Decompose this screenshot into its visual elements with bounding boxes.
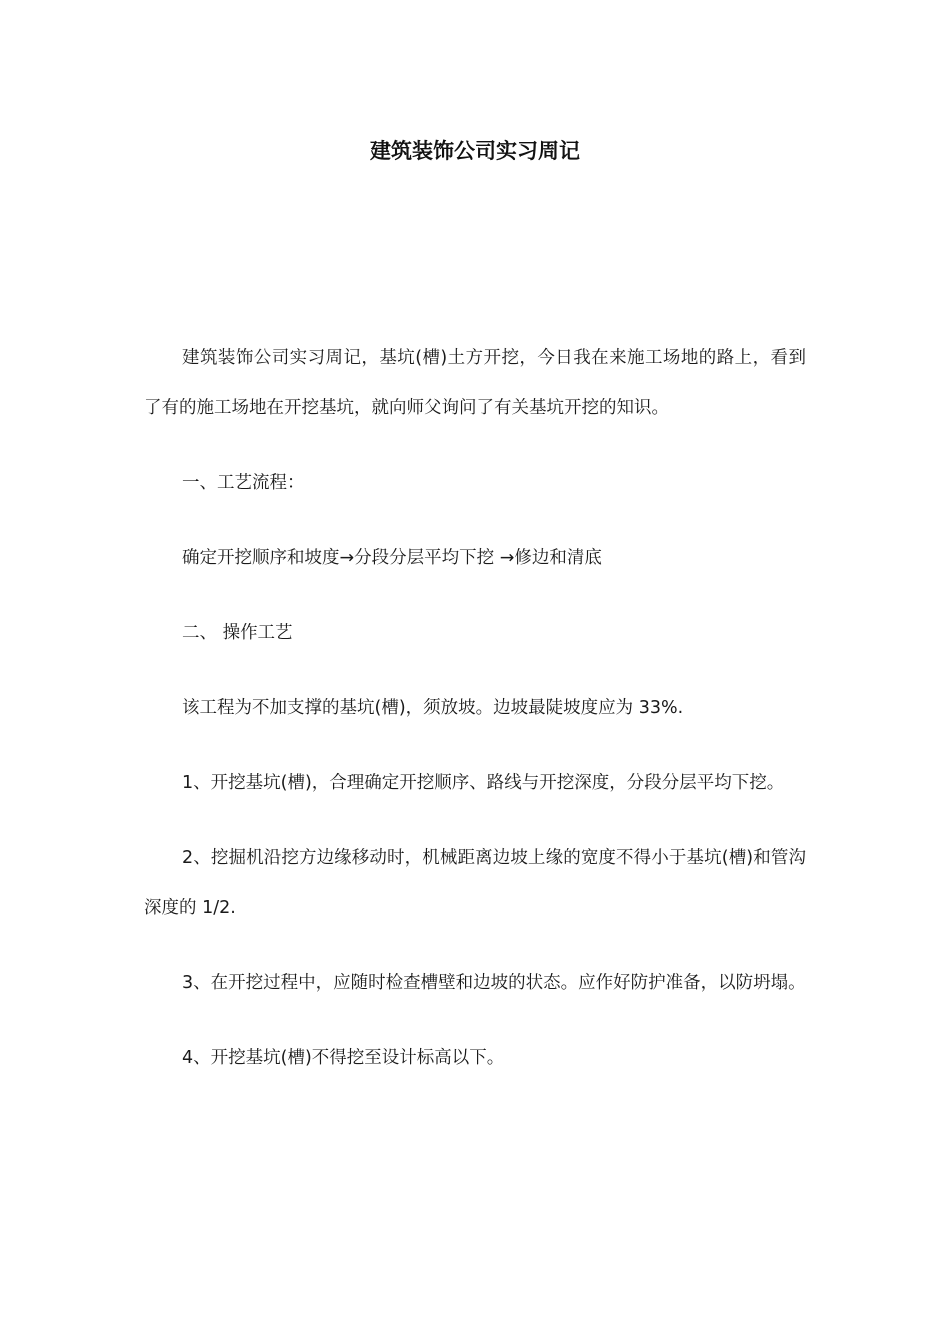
slope-paragraph: 该工程为不加支撑的基坑(槽)，须放坡。边坡最陡坡度应为 33%. <box>182 698 684 718</box>
process-flow-paragraph: 确定开挖顺序和坡度→分段分层平均下挖 →修边和清底 <box>182 548 602 568</box>
intro-paragraph: 建筑装饰公司实习周记，基坑(槽)土方开挖，今日我在来施工场地的路上，看到了有的施工场地在开挖基坑，就向师父询问了有关基坑开挖的知识。 <box>144 348 806 418</box>
document-title: 建筑装饰公司实习周记 <box>370 139 580 163</box>
document-body <box>144 333 806 1108</box>
step-1-paragraph: 1、开挖基坑(槽)，合理确定开挖顺序、路线与开挖深度，分段分层平均下挖。 <box>182 773 785 793</box>
step-4-paragraph: 4、开挖基坑(槽)不得挖至设计标高以下。 <box>182 1048 505 1068</box>
step-2-paragraph: 2、挖掘机沿挖方边缘移动时，机械距离边坡上缘的宽度不得小于基坑(槽)和管沟深度的 1/2. <box>144 848 806 918</box>
section-heading-process: 一、工艺流程： <box>182 473 305 493</box>
step-3-paragraph: 3、在开挖过程中，应随时检查槽壁和边坡的状态。应作好防护准备，以防坍塌。 <box>182 973 806 993</box>
section-heading-operation: 二、 操作工艺 <box>182 623 293 643</box>
